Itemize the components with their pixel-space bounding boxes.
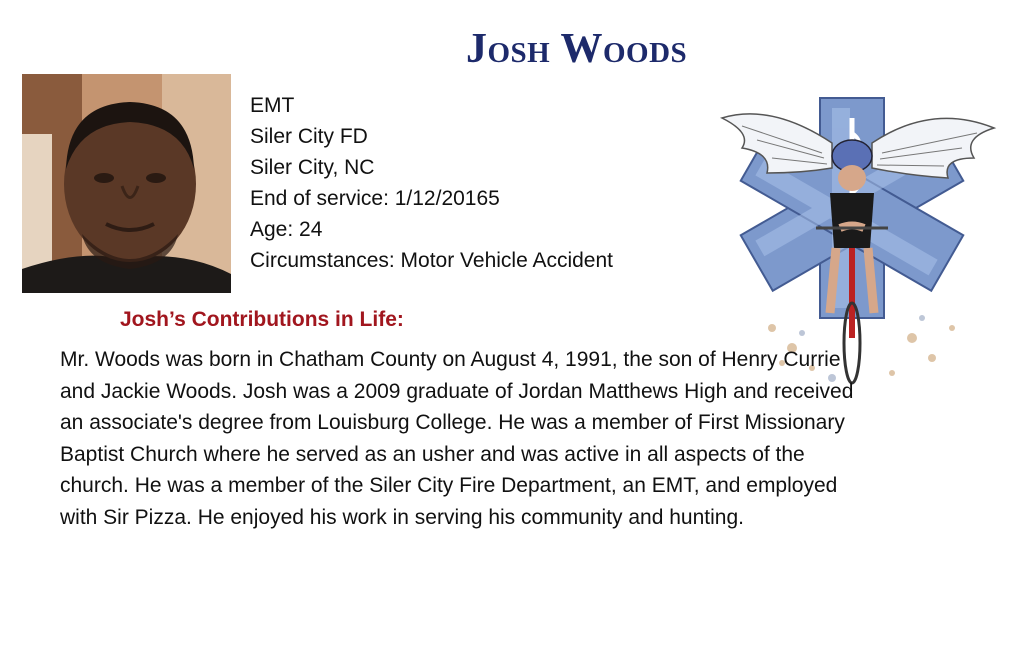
bio-line: with Sir Pizza. He enjoyed his work in serving his community and hunting. [60, 505, 744, 529]
bio-line: Baptist Church where he served as an usher and was active in all aspects of the [60, 442, 805, 466]
portrait-image [22, 74, 231, 293]
detail-role: EMT [250, 94, 295, 117]
biography-paragraph [60, 344, 970, 533]
detail-department: Siler City FD [250, 125, 368, 148]
detail-circumstances: Circumstances: Motor Vehicle Accident [250, 249, 613, 272]
contributions-heading: Josh’s Contributions in Life: [120, 308, 404, 331]
page-title: Josh Woods [466, 26, 688, 72]
service-details [250, 90, 613, 276]
detail-location: Siler City, NC [250, 156, 375, 179]
bio-line: church. He was a member of the Siler City Fire Department, an EMT, and employed [60, 474, 838, 497]
portrait-photo [22, 74, 231, 293]
bio-line: an associate's degree from Louisburg College. He was a member of First Missionary [60, 411, 845, 434]
detail-age: Age: 24 [250, 218, 323, 241]
bio-line: Mr. Woods was born in Chatham County on August 4, 1991, the son of Henry Currie [60, 348, 841, 371]
detail-end-of-service: End of service: 1/12/20165 [250, 187, 500, 210]
bio-line: and Jackie Woods. Josh was a 2009 graduate of Jordan Matthews High and received [60, 379, 854, 403]
